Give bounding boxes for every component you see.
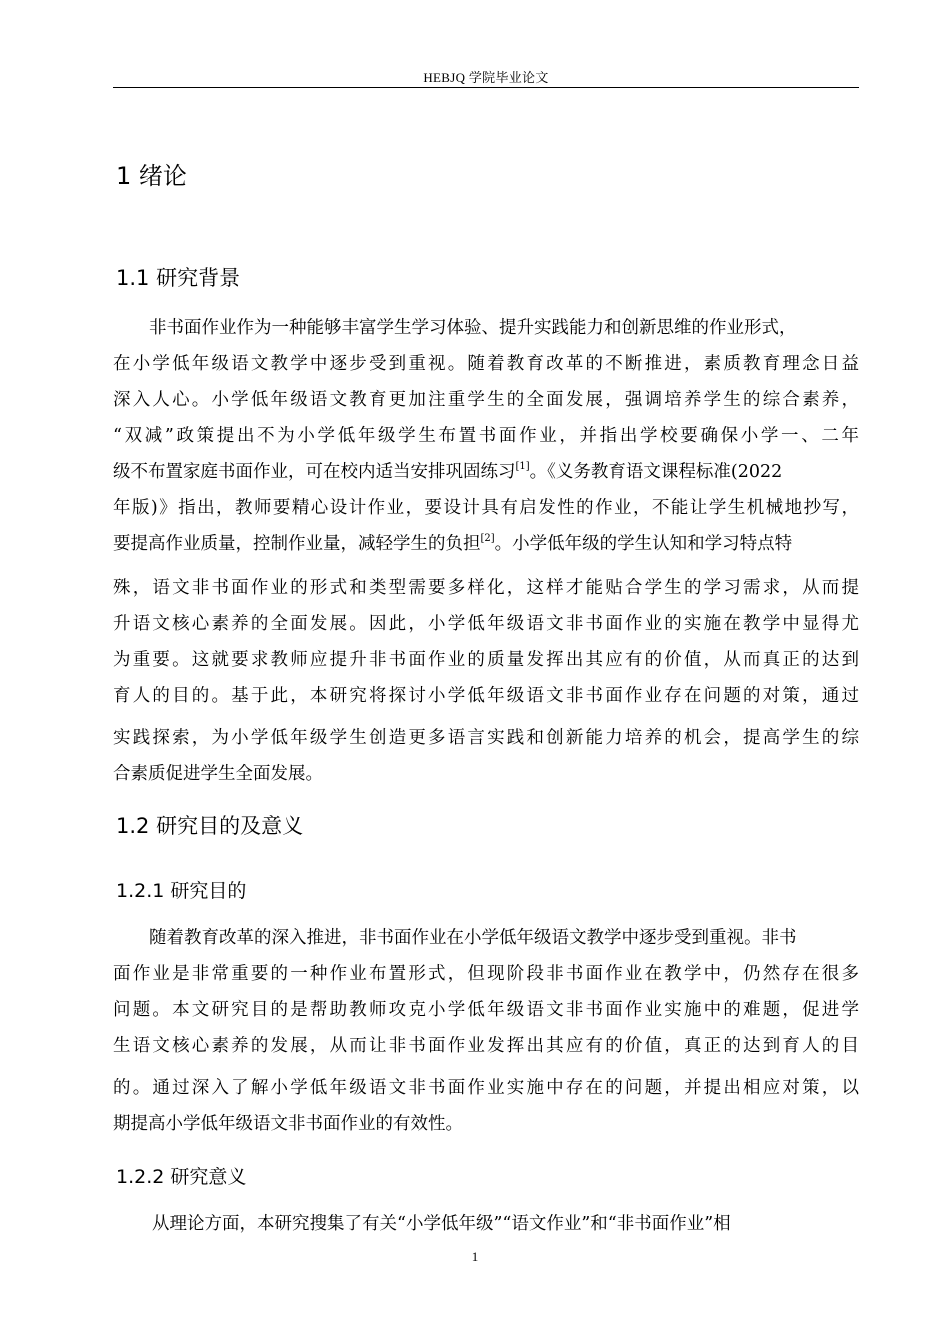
paragraph-line	[113, 461, 859, 482]
line-text: 。《义务教育语文课程标准(2022	[529, 462, 783, 482]
paragraph-line: “双减”政策提出不为小学低年级学生布置书面作业，并指出学校要确保小学一、二年	[113, 426, 859, 446]
paragraph-line: 在小学低年级语文教学中逐步受到重视。随着教育改革的不断推进，素质教育理念日益	[113, 354, 859, 374]
paragraph-line	[113, 533, 859, 554]
paragraph-line: 期提高小学低年级语文非书面作业的有效性。	[113, 1114, 463, 1134]
line-text: 要提高作业质量，控制作业量，减轻学生的负担	[113, 534, 481, 554]
section-title-1-1: 1.1 研究背景	[116, 266, 241, 290]
paragraph-line: 升语文核心素养的全面发展。因此，小学低年级语文非书面作业的实施在教学中显得尤	[113, 614, 859, 634]
paragraph-line: 殊，语文非书面作业的形式和类型需要多样化，这样才能贴合学生的学习需求，从而提	[113, 578, 859, 598]
page-number: 1	[471, 1249, 479, 1264]
paragraph-line: 合素质促进学生全面发展。	[113, 764, 323, 784]
section-title-1-2: 1.2 研究目的及意义	[116, 814, 304, 838]
chapter-title: 1 绪论	[116, 162, 187, 190]
paragraph-line: 问题。本文研究目的是帮助教师攻克小学低年级语文非书面作业实施中的难题，促进学	[113, 1000, 859, 1020]
paragraph-line: 深入人心。小学低年级语文教育更加注重学生的全面发展，强调培养学生的综合素养，	[113, 390, 859, 410]
subsection-title-1-2-1: 1.2.1 研究目的	[116, 880, 247, 902]
paragraph-line: 实践探索，为小学低年级学生创造更多语言实践和创新能力培养的机会，提高学生的综	[113, 728, 859, 748]
paragraph-line: 面作业是非常重要的一种作业布置形式，但现阶段非书面作业在教学中，仍然存在很多	[113, 964, 859, 984]
paragraph-line: 为重要。这就要求教师应提升非书面作业的质量发挥出其应有的价值，从而真正的达到	[113, 650, 859, 670]
running-header: HEBJQ 学院毕业论文	[423, 70, 549, 85]
line-text: 级不布置家庭书面作业，可在校内适当安排巩固练习	[113, 462, 516, 482]
paragraph-line: 年版)》指出，教师要精心设计作业，要设计具有启发性的作业，不能让学生机械地抄写，	[113, 498, 859, 518]
citation-ref[interactable]: [1]	[515, 461, 530, 472]
paragraph-line: 从理论方面，本研究搜集了有关“小学低年级”“语文作业”和“非书面作业”相	[152, 1214, 731, 1234]
subsection-title-1-2-2: 1.2.2 研究意义	[116, 1166, 247, 1188]
paragraph-line: 随着教育改革的深入推进，非书面作业在小学低年级语文教学中逐步受到重视。非书	[149, 928, 797, 948]
header-rule	[113, 87, 859, 88]
citation-ref[interactable]: [2]	[480, 533, 495, 544]
paragraph-line: 的。通过深入了解小学低年级语文非书面作业实施中存在的问题，并提出相应对策，以	[113, 1078, 859, 1098]
paragraph-line: 育人的目的。基于此，本研究将探讨小学低年级语文非书面作业存在问题的对策，通过	[113, 686, 859, 706]
paragraph-line: 生语文核心素养的发展，从而让非书面作业发挥出其应有的价值，真正的达到育人的目	[113, 1036, 859, 1056]
paragraph-line: 非书面作业作为一种能够丰富学生学习体验、提升实践能力和创新思维的作业形式，	[149, 318, 797, 338]
line-text: 。小学低年级的学生认知和学习特点特	[494, 534, 793, 554]
